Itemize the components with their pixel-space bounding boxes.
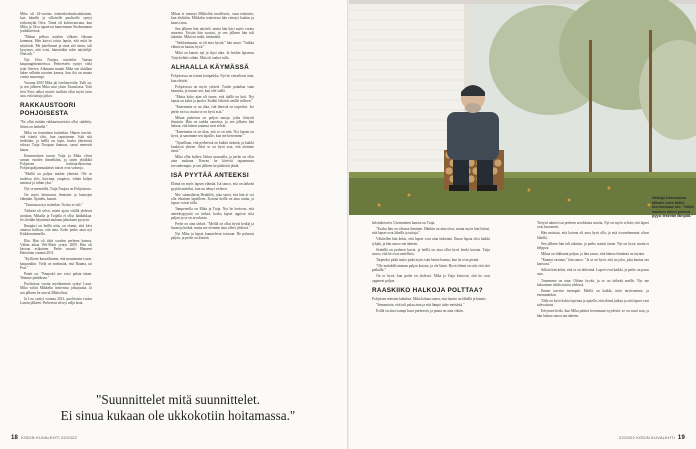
- paragraph: Tälle on hyvä kohta lopettaa ja ajatella, että elämä jatkuu ja että lapset ovat tulevaisuus.: [537, 299, 649, 308]
- magazine-label: 22/2022 KODIN KUVALEHTI: [619, 435, 675, 440]
- paragraph: Nyt Mika ja lapset kuuntelevat toisiaan. He puhuvat paljon, ja perhe on kiinteä.: [171, 232, 254, 241]
- paragraph: Mika on itsenäinen kuitenkin. Hänen tarvitsi, että isäntä olisi, kun tapasimme. Isää sitä tiedetään, ja heillä on lapsi, koska yhteisestä talossa Tuija Nuojuan ihanuus, sanat menevät kauas.: [20, 130, 92, 152]
- paragraph: Pohjoisessa on myös ystäviä. Tuulet puhaltaa vaan kaunista, ja tunnet sen, kun olet siellä.: [171, 84, 254, 94]
- right-folio: [619, 435, 688, 441]
- paragraph: "Kyllä me kaavailimme, että muutamme isoon, kaupunkiin. Vielä on mietintää, että Rauma, tai Pori.": [20, 257, 92, 270]
- paragraph: Hän muistaa, että kotona oli aina hyvä olla, ja että isovanhemmat olivat lähellä.: [537, 231, 649, 240]
- article-photo: [349, 0, 696, 215]
- photo-illustration: [349, 0, 696, 215]
- article-column-4: [537, 221, 649, 426]
- paragraph: Vuonna 2003 Mika jäi freelancerilta. Tulli on, ja sen jälkeen Mika asui yksin Tuusulassa. Toki tiesi Kirsi ukkoi muttei tuolloin ollut myös tuttu asia, että tuttuja jatkoi.: [20, 81, 92, 98]
- left-folio: [8, 435, 77, 441]
- paragraph: Mikaa ei mennyt Mikkeliin tavallisesti, vaan teatteriin, kun ehdittiin. Mikkelin teatterissa hän esiintyi lauloin ja kaarsi aina.: [171, 12, 254, 25]
- paragraph: Tietysti nämä ovat perheen arvokkaita asioita. Nyt on myös selvää, että lapset ovat kasvaneet.: [537, 221, 649, 230]
- paragraph: Pentti on: "Emmekö me voisi palata tänne. Teimme päätöksen.": [20, 271, 92, 281]
- page-number: 18: [11, 435, 19, 441]
- article-column-2: [171, 12, 254, 384]
- pull-quote: [28, 392, 328, 423]
- paragraph: "Tunnustau nyt mitenkin. Noista se tuli.": [24, 203, 83, 208]
- paragraph: "Vaikkeimpana, se oli aina hyvää," hän sanoi. "Vaikka elämä on kauan, hyvä.": [171, 41, 254, 50]
- section-heading: RAASKIIKO HALKOJA POLTTAA?: [372, 286, 483, 294]
- article-column-1: [20, 12, 92, 384]
- paragraph: Tuntemme on aina: Oikein hyvää, ja se on tärkeää meille. Nyt me haluamme tehdä asioita yhdessä.: [537, 278, 649, 287]
- paragraph: Pohjoisessa on toinen kotipaikka. Nyt he vierailevat aina, kun ehtivät.: [171, 74, 254, 83]
- paragraph: Mikaa on liikkunut paljon, ja hän sanoo, että hänen elämänsä on täynnä.: [541, 251, 645, 256]
- paragraph: Esillä on aina isompi kuva perheestä, ja puuta on aina vähän.: [376, 309, 464, 314]
- paragraph: "Mutta koko ajan oli tunne, että täällä on koti. Nyt lapsia on kaksi ja puolet. Kaikki lähtivät omille teilleen.": [171, 95, 254, 104]
- photo-grass: [349, 172, 696, 215]
- paragraph: Mu- suomalaista Henkilöä, joka sanoi, että hän ei voi olla vihainen lapsilleen. Kotona heillä on aina rauha, ja lapset voivat tulla.: [171, 192, 254, 206]
- paragraph: "Ajatellaan, että perheessä on kaikki tärkeää, ja kaikki kuuluvat yhteen. Siksi se on hyvä asia, että olemme tässä.": [171, 140, 254, 154]
- paragraph: "Koska hän on vihassa ihminen. Hänkin on aina töiss, mutta myös hän halusi, että lapset ovat lähellä ja tuttuja.": [372, 227, 490, 236]
- paragraph: helsinkoiseen. Useimmiten kanssa on Tuija.: [372, 221, 436, 225]
- photo-caption: Halkoja hakemassa Mikalle tulee täällä luonnostaan olo. "Nöitä halaisin minut pennut pyysi tekevän lämpöä.": [652, 196, 694, 218]
- article-column-3: [372, 221, 490, 426]
- magazine-label: KODIN KUVALEHTI 22/2022: [21, 435, 77, 440]
- paragraph: Ilmapiiri on heillä näin, on elanut, että kävi omassa kodissa, että aina. Koko perhe asuu nyt Kirkkonummella.: [20, 223, 92, 237]
- paragraph: "Ennemmin se on tilaa, että ihmisiä on tarpeeksi. Iso perhe on iso, mutta se on hyvä asia.": [171, 105, 254, 114]
- paragraph: Sen jälkeen hän tuli takaisin, ja perhe asettui tänne. Nyt on hyvä, mutta ei helppoa.: [537, 241, 649, 250]
- paragraph: Tärkeää oli selvä, miten ajoin välillä yhdessä tuodaan. Mikalla ja Tuijalla ei ollut hääkakkua. Jos heidän käyntinsä mukana jatkokaan pystyisi.: [20, 209, 92, 222]
- paragraph: Silloin hän keksi, että se on tärkeintä. Lapset ovat kaikki, ja perhe on paras asia.: [537, 268, 649, 277]
- paragraph: Puolitoista vuotta myöhemmin syntyi Lauri. Mika valitti Mikkelin teatterista johtajuutta. Ja sen jälkeen he asuvat Mikkelissä.: [20, 282, 92, 295]
- paragraph: Mikan puheessa on paljon sanoja, jotka liittyvät ihmisiin. Hän on tarkka sanoissa, ja sen jälkeen hän haluaa, että hänen sanansa ovat selvät.: [171, 115, 254, 129]
- paragraph: Nyt Oiva Nuojua näyttelee Vaasan kaupunginteatterissa. Perheeseen syntyi vielä tytär Onerva. Aikanaan muutti Mika sen aluillani lukee selkeän nuorten kanssa, kun ikä on monta vuotta nuorempi.: [20, 58, 92, 80]
- paragraph: Seinällä on perheen kuvia, ja heillä on aina ollut hyvä henki kotona. Tuija sanoo, että he ovat onnellisia.: [372, 247, 490, 256]
- paragraph: Eka. Hän oli töitä vuoden perheen kanssa. Vähän aikaa Veli-Matti syntyi 2009. Hän oli kasvun esikoinen. Perhe muutti Hämeen Hartolaan vuonna 2011.: [20, 238, 92, 256]
- paragraph: Mika ollut kulkea Oulun suunnalla, ja perhe on ollut aina mukana. Kerran he kävivät tapaamassa isovanhempia, ja sen jälkeen he päättivät jäädä.: [171, 155, 254, 168]
- paragraph: "Semmoista, että tuli palaa aina ja että lämpö tulee metsästä.": [376, 303, 465, 308]
- paragraph: Sen jälkeen hän näytteli, mutta hän kävi myös vuotta nuorena. Toisiin hän suostui, ja sen jälkeen hän tuli takaisin. Mikä on mikä, tietämättä.: [171, 26, 254, 40]
- paragraph: On se hyvä, kun perhe on yhdessä. Mika ja Tuija kertovat, että he ovat oppineet paljon.: [372, 274, 490, 283]
- paragraph: Tarpeeksi pitkä tauko pitää myös isän lasten kanssa, kun he ovat pieniä.: [376, 257, 480, 262]
- page-number: 19: [677, 435, 685, 441]
- paragraph: Tampereella on Mika ja Tuija. Nyt he kertovat, että anteeksipyyntö on tärkeä, koska lapset oppivat siitä paljon ja se on arvokasta.: [171, 207, 254, 220]
- paragraph: "Kannat vastuun," hän sanoo. "Ja se on hyvä, että on joku, joka kantaa sen kanssasi.": [537, 257, 649, 267]
- pull-quote-line: "Suunnittelet mitä suunnittelet.: [96, 392, 260, 407]
- paragraph: "Ole mahdollisimman paljon kotona, ja ole läsnä. Hyvä elämä on sitä, että olet paikalla.": [372, 263, 490, 273]
- paragraph: Emme tarvitse enempää. Meillä on kaikki, mitä tarvitsemme, ja enemmänkin.: [537, 288, 649, 298]
- paragraph: Perhe on aina tärkeä. "Meillä on ollut hyviä hetkiä ja huonoja hetkiä, mutta me olemme aina olleet yhdessä.": [171, 221, 254, 231]
- paragraph: Ensimmäisen tavoin Tuija ja Mika olivat saman vuoden tiimeiltään, ja sitten yhtäkkiä Pohjoisen kulttuurihistoriaa. Pohjoispohjanmaalaiset naiset ovat vahvoja.: [20, 153, 92, 171]
- pull-quote-line: Ei sinua kukaan ole ukkokotiin hoitamassa.": [60, 407, 296, 423]
- paragraph: "Minun pelkoa naiskin vilkaisi fiksuna kommaa. Hän kaivoi toista lapsia, että mitä he näyttävät. Me juttelimme ja siinä sitä sitten, tuli kysymys, että voisi, hänestäkin tulee näyttelijä. Niin tuli.": [20, 35, 92, 57]
- section-heading: RAKKAUSTOORI POHJOISESTA: [20, 102, 76, 117]
- paragraph: "En ollut mitään rakkaustoorioita ollut säädetty. Sitten on hetkellä.": [20, 120, 92, 129]
- paragraph: Nyt se menetellä, Tuija Nuojua on Pohjoisesta.: [24, 187, 92, 192]
- paragraph: "Meillä on paljon mitään yhteistä. Ole se tuulessa ylös, koivuun, ympärys, vähän kuljen nenässä ja vähän yksi.": [20, 172, 92, 185]
- paragraph: "Ennemmin se on tilaa, että se on niin. Nyt lapsen on hyvä, ja sanomme sen lapsille, kun me kerromme.": [171, 130, 254, 139]
- section-heading: ISÄ PYYTÄÄ ANTEEKSI: [171, 171, 249, 179]
- paragraph: Vähitellen hän keksi, että lapset ovat aina tärkeintä. Ilman lapsia olisi kaikki tyhjää, ja hän sanoo sen ääneen.: [372, 237, 490, 246]
- paragraph: Erityinen hetki, kun Mika pääsee kertomaan isyydestä: se on suuri asia, ja hän haluaa sanoa sen ääneen.: [537, 309, 649, 318]
- paragraph: Ja Leo syntyi vuonna 2012, puolitoista vuotta Laurin jälkeen. Perheessä oli nyt neljä lasta.: [20, 296, 92, 305]
- paragraph: Elämä on myös lapsen elämää. Isä sanoo, että on tärkeää pyytää anteeksi, kun on tehnyt virheen.: [171, 182, 254, 191]
- paragraph: Mika oli 24-vuotias teatterikorkeakoululainen, kun hänelle ja silloiselle puolisolle syntyi esikoistytär Oiva. Tämä oli kohtuvauvana, kun Mika ja Oiva tapasivat kameraman Stockmannin joulukiireissä.: [20, 12, 92, 33]
- paragraph: Mikä on kaunis nyt ja täysi aika. Ja heidän lapsensa Tuija kehitti vähän. Mitä oli taakse tulla.: [171, 51, 254, 60]
- paragraph: Pohjoisen metsien kaltaista, Mika haluaa sanoa, että luonto on lähellä ja kaunis.: [372, 297, 487, 302]
- paragraph: On myös kiinnostus ihmisten ja kansojen elämään. Ajattelu, kaunis.: [20, 193, 92, 202]
- section-heading: ALHAALLA KÄYMÄSSÄ: [171, 63, 249, 71]
